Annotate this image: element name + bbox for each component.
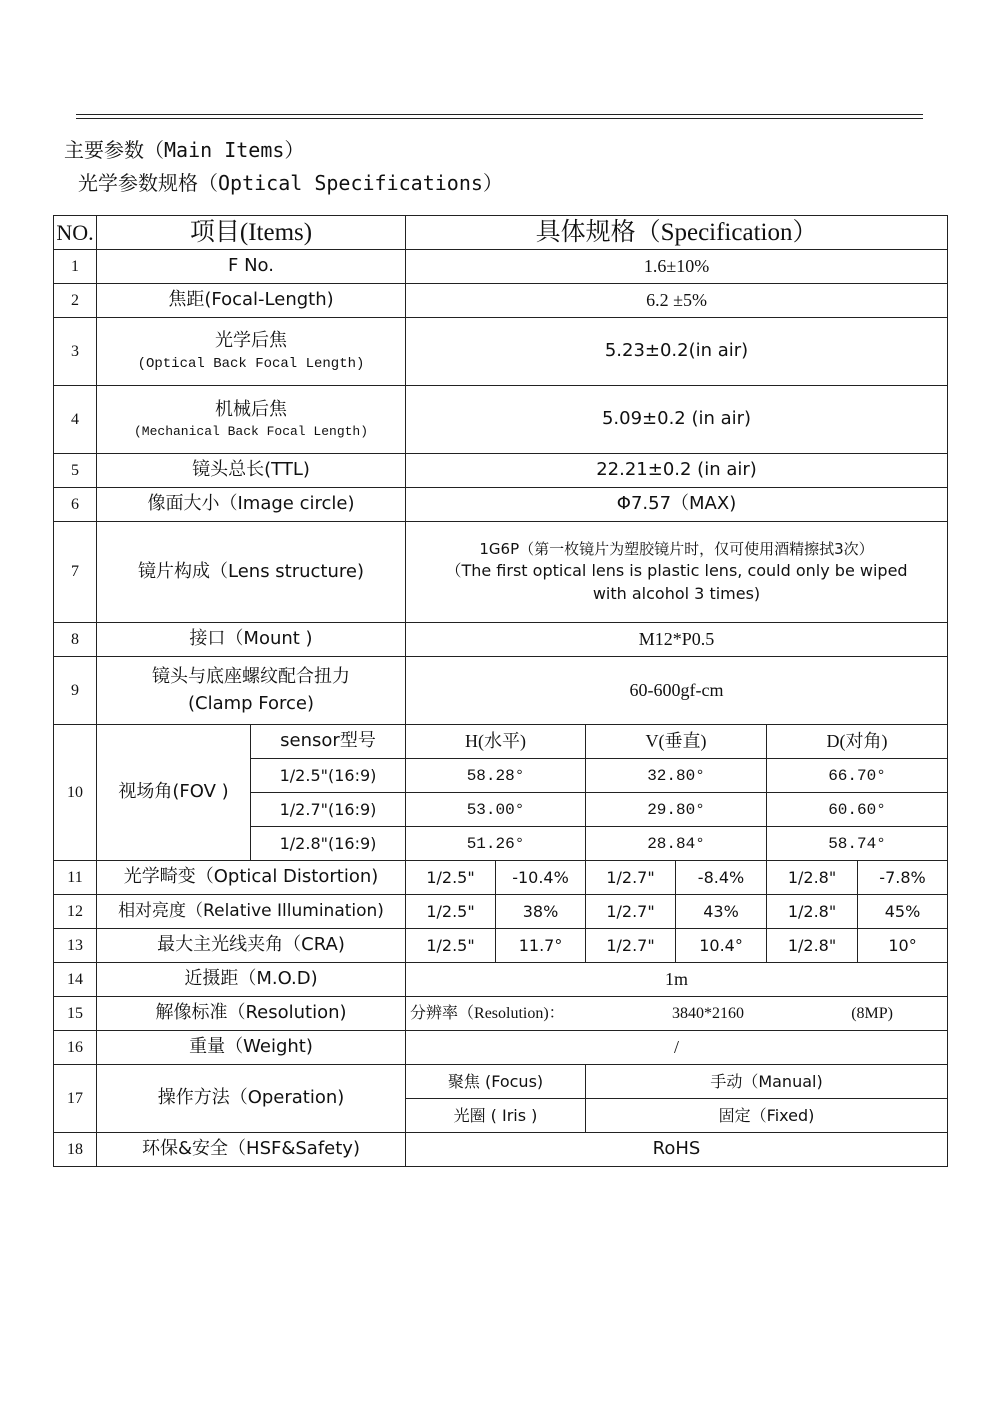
lens-structure-en: （The first optical lens is plastic lens, could only be wiped with alcohol 3 times) xyxy=(445,561,908,603)
sensor-size: 1/2.8" xyxy=(767,861,858,895)
top-rule-2 xyxy=(76,118,923,119)
value-cell: 43% xyxy=(676,895,767,929)
sensor-size: 1/2.5" xyxy=(406,861,496,895)
item-cell: 解像标准（Resolution) xyxy=(97,997,406,1031)
value-cell: 11.7° xyxy=(496,929,586,963)
sensor-size: 1/2.7" xyxy=(586,929,676,963)
item-cell: 相对亮度（Relative Illumination) xyxy=(97,895,406,929)
focus-label: 聚焦 (Focus) xyxy=(406,1065,586,1099)
row-number: 8 xyxy=(54,623,97,657)
top-rule-1 xyxy=(76,114,923,115)
fov-v: 32.80° xyxy=(586,759,767,793)
table-row xyxy=(54,929,948,963)
fov-d: 60.60° xyxy=(767,793,948,827)
sensor-size: 1/2.8" xyxy=(767,929,858,963)
row-number: 3 xyxy=(54,318,97,386)
item-label-en: (Optical Back Focal Length) xyxy=(137,356,365,372)
fov-header-row xyxy=(54,725,948,759)
item-label-zh: 机械后焦 xyxy=(215,398,287,420)
resolution-label: 分辨率（Resolution)： xyxy=(410,1004,565,1022)
sensor-size: 1/2.5" xyxy=(406,895,496,929)
item-cell: 接口（Mount ) xyxy=(97,623,406,657)
spec-cell: / xyxy=(406,1031,948,1065)
item-cell: 最大主光线夹角（CRA) xyxy=(97,929,406,963)
sensor-size: 1/2.7" xyxy=(586,895,676,929)
header-no: NO. xyxy=(54,216,97,250)
row-number: 7 xyxy=(54,522,97,623)
sensor-size: 1/2.5" xyxy=(406,929,496,963)
value-cell: -7.8% xyxy=(858,861,948,895)
row-number: 14 xyxy=(54,963,97,997)
spec-cell: 1m xyxy=(406,963,948,997)
fov-col-sensor: sensor型号 xyxy=(251,725,406,759)
item-cell: 环保&安全（HSF&Safety) xyxy=(97,1133,406,1167)
row-number: 2 xyxy=(54,284,97,318)
value-cell: -8.4% xyxy=(676,861,767,895)
item-cell: 近摄距（M.O.D) xyxy=(97,963,406,997)
row-number: 9 xyxy=(54,657,97,725)
fov-h: 51.26° xyxy=(406,827,586,861)
table-row xyxy=(54,1065,948,1099)
spec-cell: RoHS xyxy=(406,1133,948,1167)
item-label-zh: 镜头与底座螺纹配合扭力 xyxy=(152,666,350,687)
row-number: 11 xyxy=(54,861,97,895)
row-number: 18 xyxy=(54,1133,97,1167)
item-cell xyxy=(97,657,406,725)
item-cell: 镜头总长(TTL) xyxy=(97,454,406,488)
table-row xyxy=(54,861,948,895)
spec-cell xyxy=(406,522,948,623)
table-row xyxy=(54,657,948,725)
item-cell xyxy=(97,318,406,386)
value-cell: 10° xyxy=(858,929,948,963)
main-heading: 主要参数（Main Items） xyxy=(64,138,305,162)
row-number: 10 xyxy=(54,725,97,861)
spec-cell: Φ7.57（MAX) xyxy=(406,488,948,522)
sensor-size: 1/2.8" xyxy=(767,895,858,929)
fov-sensor: 1/2.8"(16:9) xyxy=(251,827,406,861)
fov-col-v: V(垂直) xyxy=(586,725,767,759)
row-number: 15 xyxy=(54,997,97,1031)
row-number: 13 xyxy=(54,929,97,963)
fov-col-h: H(水平) xyxy=(406,725,586,759)
item-cell: 镜片构成（Lens structure) xyxy=(97,522,406,623)
row-number: 4 xyxy=(54,386,97,454)
table-row xyxy=(54,623,948,657)
sub-heading: 光学参数规格（Optical Specifications） xyxy=(78,171,503,195)
iris-value: 固定（Fixed) xyxy=(586,1099,948,1133)
table-row xyxy=(54,895,948,929)
item-cell: 视场角(FOV ) xyxy=(97,725,251,861)
spec-cell: 5.23±0.2(in air) xyxy=(406,318,948,386)
item-label-en: (Clamp Force) xyxy=(187,692,315,714)
value-cell: 38% xyxy=(496,895,586,929)
item-cell xyxy=(97,386,406,454)
item-cell: 操作方法（Operation) xyxy=(97,1065,406,1133)
value-cell: -10.4% xyxy=(496,861,586,895)
spec-cell: 1.6±10% xyxy=(406,250,948,284)
table-row xyxy=(54,250,948,284)
table-row xyxy=(54,454,948,488)
table-row xyxy=(54,386,948,454)
header-spec: 具体规格（Specification） xyxy=(406,216,948,250)
table-row xyxy=(54,963,948,997)
table-row xyxy=(54,997,948,1031)
spec-cell: 60-600gf-cm xyxy=(406,657,948,725)
item-cell: F No. xyxy=(97,250,406,284)
item-cell: 重量（Weight) xyxy=(97,1031,406,1065)
table-row xyxy=(54,1133,948,1167)
fov-sensor: 1/2.5"(16:9) xyxy=(251,759,406,793)
focus-value: 手动（Manual) xyxy=(586,1065,948,1099)
spec-table xyxy=(53,215,948,1167)
fov-d: 58.74° xyxy=(767,827,948,861)
value-cell: 45% xyxy=(858,895,948,929)
resolution-megapixels: (8MP) xyxy=(851,1004,893,1022)
resolution-value: 3840*2160 xyxy=(671,1004,744,1022)
item-cell: 焦距(Focal-Length) xyxy=(97,284,406,318)
fov-v: 28.84° xyxy=(586,827,767,861)
fov-v: 29.80° xyxy=(586,793,767,827)
table-row xyxy=(54,488,948,522)
fov-d: 66.70° xyxy=(767,759,948,793)
fov-sensor: 1/2.7"(16:9) xyxy=(251,793,406,827)
table-row xyxy=(54,522,948,623)
spec-cell xyxy=(406,997,948,1031)
row-number: 17 xyxy=(54,1065,97,1133)
spec-cell: 22.21±0.2 (in air) xyxy=(406,454,948,488)
row-number: 5 xyxy=(54,454,97,488)
row-number: 1 xyxy=(54,250,97,284)
item-cell: 光学畸变（Optical Distortion) xyxy=(97,861,406,895)
item-label-zh: 光学后焦 xyxy=(215,329,287,351)
table-header-row xyxy=(54,216,948,250)
fov-h: 53.00° xyxy=(406,793,586,827)
spec-cell: M12*P0.5 xyxy=(406,623,948,657)
row-number: 12 xyxy=(54,895,97,929)
sensor-size: 1/2.7" xyxy=(586,861,676,895)
table-row xyxy=(54,1031,948,1065)
row-number: 6 xyxy=(54,488,97,522)
value-cell: 10.4° xyxy=(676,929,767,963)
iris-label: 光圈 ( Iris ) xyxy=(406,1099,586,1133)
fov-h: 58.28° xyxy=(406,759,586,793)
header-items: 项目(Items) xyxy=(97,216,406,250)
item-cell: 像面大小（Image circle) xyxy=(97,488,406,522)
fov-col-d: D(对角) xyxy=(767,725,948,759)
table-row xyxy=(54,284,948,318)
item-label-en: (Mechanical Back Focal Length) xyxy=(133,424,369,440)
spec-cell: 5.09±0.2 (in air) xyxy=(406,386,948,454)
row-number: 16 xyxy=(54,1031,97,1065)
spec-cell: 6.2 ±5% xyxy=(406,284,948,318)
lens-structure-zh: 1G6P（第一枚镜片为塑胶镜片时，仅可使用酒精擦拭3次） xyxy=(479,540,874,559)
table-row xyxy=(54,318,948,386)
